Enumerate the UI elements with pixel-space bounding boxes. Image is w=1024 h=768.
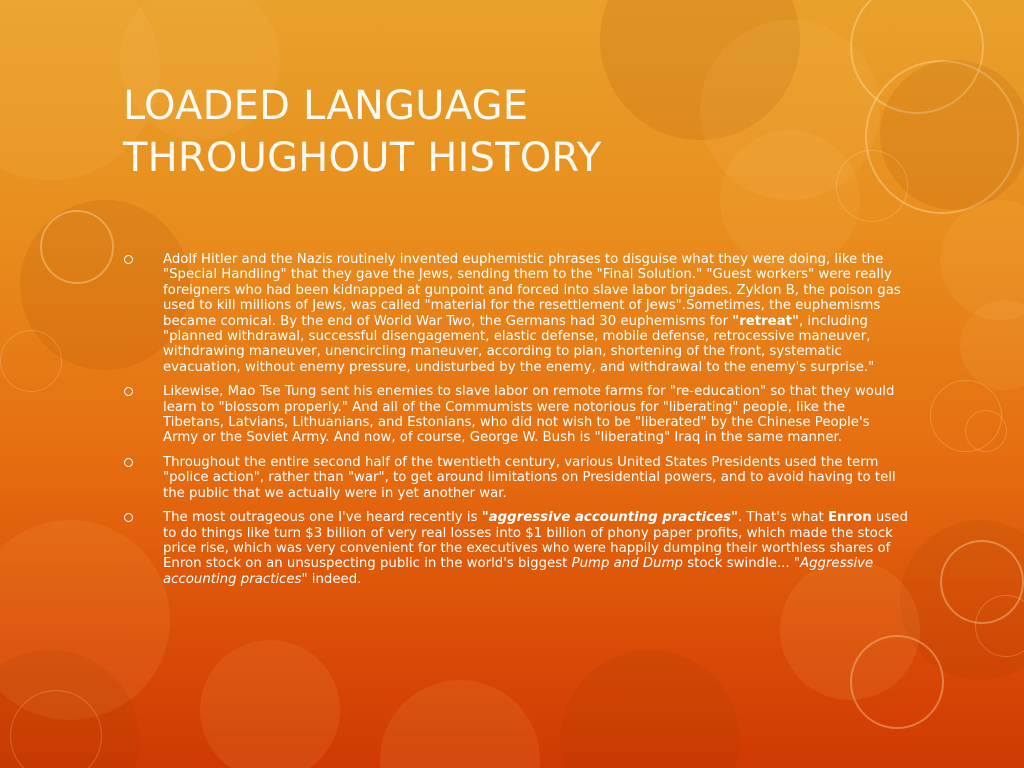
- bullet-text-part: stock swindle...: [682, 556, 794, 572]
- slide-title-line-2: THROUGHOUT HISTORY: [123, 135, 602, 181]
- slide-title: [123, 80, 883, 184]
- bullet-list: [122, 252, 908, 596]
- bullet-text: [163, 252, 901, 375]
- bold-term-retreat: "retreat": [732, 313, 799, 329]
- bullet-item-enron: [122, 510, 908, 587]
- bold-italic-term-aggressive-accounting: "aggressive accounting practices": [481, 510, 738, 526]
- bullet-text-part: indeed.: [307, 571, 362, 587]
- bullet-text: [163, 510, 908, 587]
- hollow-circle-bullet-icon: [124, 513, 133, 522]
- bullet-text: Throughout the entire second half of the twentieth century, various United States Presidents used the term "police action", rather than "war", to get around limitations on Presidential powers, and to avoid having to tell the public that we actually were in yet another war.: [163, 454, 896, 501]
- bullet-text-part: , including "planned withdrawal, successful disengagement, elastic defense, mobile defense, retrocessive maneuver, withdrawing maneuver, unencircling maneuver, according to plan, shortening of the front, systematic evacuation, without enemy pressure, undisturbed by the enemy, and withdrawal to the enemy's surprise.": [163, 313, 875, 375]
- italic-term-aggressive-accounting: "Aggressive accounting practices": [163, 556, 874, 587]
- hollow-circle-bullet-icon: [124, 387, 133, 396]
- bullet-text-part: Adolf Hitler and the Nazis routinely invented euphemistic phrases to disguise what they were doing, like the "Special Handling" that they gave the Jews, sending them to the "Final Solution." "Guest workers" were really foreigners who had been kidnapped at gunpoint and forced into slave labor brigades. Zyklon B, the poison gas used to kill millions of Jews, was called "material for the resettlement of Jews".Sometimes, the euphemisms became comical. By the end of World War Two, the Germans had 30 euphemisms for: [163, 252, 901, 329]
- bold-term-enron: Enron: [827, 510, 872, 526]
- hollow-circle-bullet-icon: [124, 458, 133, 467]
- bullet-text: Likewise, Mao Tse Tung sent his enemies to slave labor on remote farms for "re-education" so that they would learn to "blossom properly." And all of the Commumists were notorious for "liberating" people, like the Tibetans, Latvians, Lithuanians, and Estonians, who did not wish to be "liberated" by the Chinese People's Army or the Soviet Army. And now, of course, George W. Bush is "liberating" Iraq in the same manner.: [163, 384, 895, 446]
- bullet-text-part: . That's what: [737, 510, 828, 526]
- hollow-circle-bullet-icon: [124, 255, 133, 264]
- bullet-item-hitler: [122, 252, 908, 375]
- italic-term-pump-and-dump: Pump and Dump: [571, 556, 683, 572]
- slide-title-line-1: LOADED LANGUAGE: [123, 83, 529, 129]
- bullet-item-police-action: [122, 455, 908, 501]
- bullet-text-part: The most outrageous one I've heard recently is: [163, 510, 482, 526]
- bullet-item-mao: [122, 384, 908, 446]
- bullet-text-part: used to do things like turn $3 billion of very real losses into $1 billion of phony paper profits, which made the stock price rise, which was very convenient for the executives who were happily dumping their worthless shares of Enron stock on an unsuspecting public in the world's biggest: [163, 510, 908, 572]
